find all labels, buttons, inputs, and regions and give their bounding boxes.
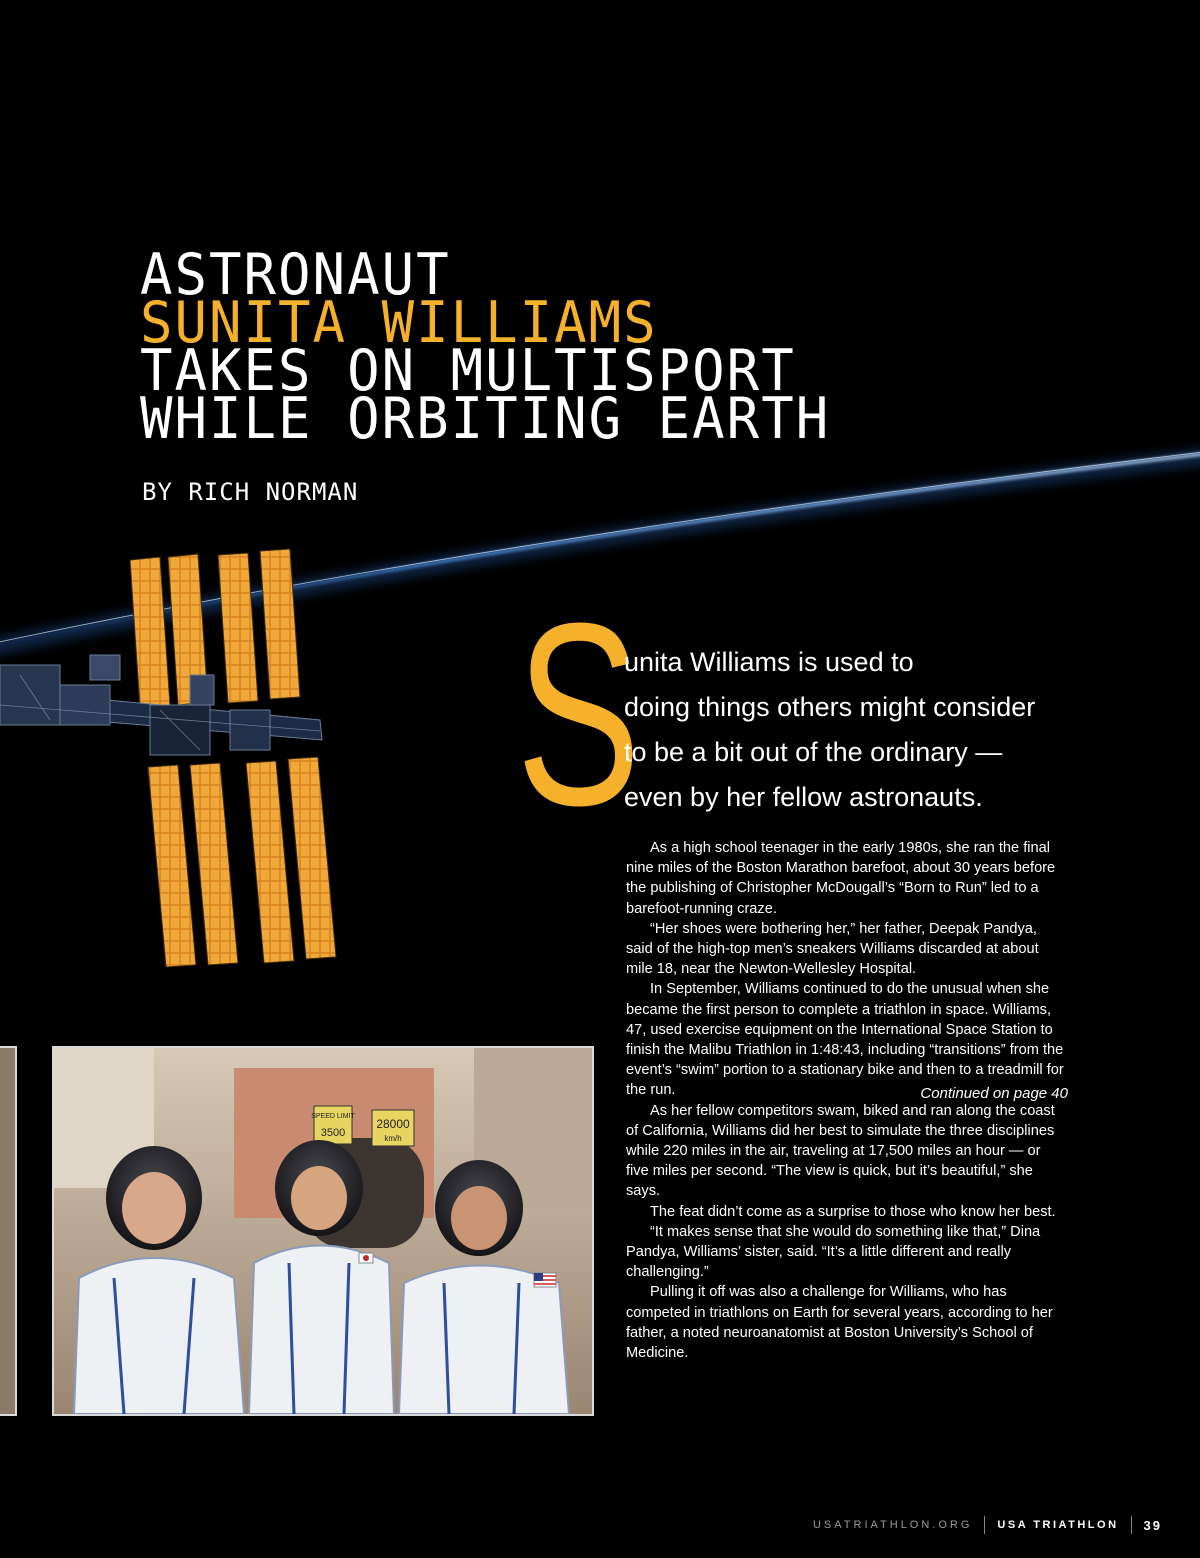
lead-line-2: doing things others might consider — [624, 692, 1036, 722]
crew-photo-image — [54, 1048, 592, 1414]
footer-website: USATRIATHLON.ORG — [812, 1519, 973, 1531]
partial-photo-edge — [0, 1046, 17, 1416]
speed-limit-sign: SPEED LIMIT — [311, 1113, 355, 1120]
body-paragraph: As a high school teenager in the early 1980s, she ran the final nine miles of the Boston Marathon barefoot, about 30 years before the publishing of Christopher McDougall’s “Born to Run” led to a barefoot-running craze. — [626, 840, 1056, 917]
footer-divider — [1131, 1516, 1132, 1534]
space-station-image — [0, 545, 520, 985]
body-paragraph: Pulling it off was also a challenge for Williams, who has competed in triathlons on Earth for several years, according to her father, a noted neuroanatomist at Boston University’s School of Medicine. — [626, 1284, 1053, 1362]
page-number: 39 — [1143, 1517, 1162, 1533]
footer-divider — [984, 1516, 985, 1534]
speed-sign-value: 28000 — [376, 1117, 410, 1131]
continued-note: Continued on page 40 — [920, 1085, 1068, 1102]
crew-photo — [52, 1046, 594, 1416]
headline-line-2: SUNITA WILLIAMS — [140, 289, 658, 356]
headline — [140, 241, 960, 452]
headline-line-3: TAKES ON MULTISPORT — [140, 337, 796, 404]
body-paragraph: As her fellow competitors swam, biked and ran along the coast of California, Williams did her best to simulate the three disciplines while 220 miles in the air, traveling at 17,500 miles an hour — or five miles per second. “The view is quick, but it’s beautiful,” she says. — [626, 1102, 1055, 1200]
byline: BY RICH NORMAN — [142, 478, 359, 506]
headline-line-1: ASTRONAUT — [140, 241, 451, 308]
body-paragraph: In September, Williams continued to do the unusual when she became the first person to complete a triathlon in space. Williams, 47, used exercise equipment on the International Space Station to finish the Malibu Triathlon in 1:48:43, including “transitions” from the event’s “swim” portion to a stationary bike and then to a treadmill for the run. — [626, 981, 1064, 1099]
lead-paragraph — [624, 640, 1094, 820]
lead-line-1: unita Williams is used to — [624, 647, 914, 677]
drop-cap: S — [516, 570, 641, 860]
lead-line-4: even by her fellow astronauts. — [624, 782, 983, 812]
speed-sign-unit: km/h — [384, 1134, 402, 1143]
body-paragraph: The feat didn’t come as a surprise to those who know her best. — [650, 1203, 1056, 1220]
speed-limit-value: 3500 — [320, 1127, 346, 1139]
footer-brand: USA TRIATHLON — [997, 1519, 1119, 1531]
body-paragraph: “Her shoes were bothering her,” her father, Deepak Pandya, said of the high-top men’s sneakers Williams discarded at about mile 18, near the Newton-Wellesley Hospital. — [626, 920, 1039, 978]
headline-line-4: WHILE ORBITING EARTH — [140, 385, 831, 452]
page-footer — [813, 1516, 1162, 1534]
lead-line-3: to be a bit out of the ordinary — — [624, 737, 1003, 767]
body-paragraph: “It makes sense that she would do something like that,” Dina Pandya, Williams’ sister, said. “It’s a little different and really challenging.” — [626, 1223, 1041, 1281]
